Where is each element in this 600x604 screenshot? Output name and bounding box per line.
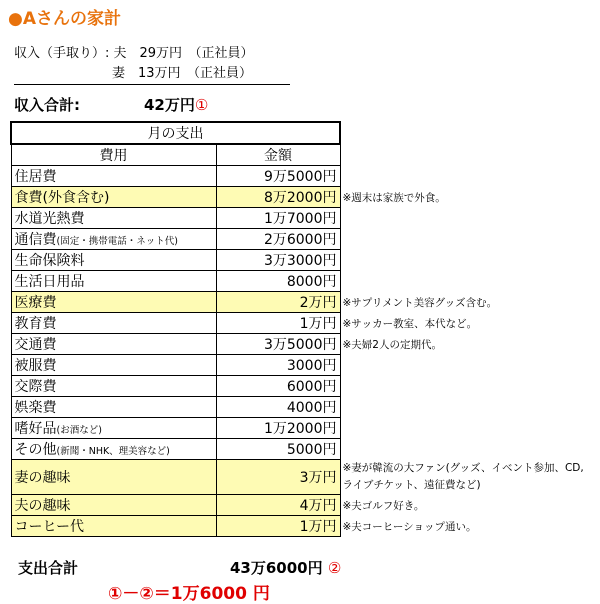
expense-note <box>340 229 590 250</box>
income-line-wife: 妻 13万円 （正社員） <box>14 64 290 85</box>
expense-note: ※サプリメント美容グッズ含む。 <box>342 296 498 309</box>
expense-item: 食費(外食含む) <box>11 187 216 208</box>
income-total-value: 42万円 <box>144 96 195 114</box>
page-title: ●Aさんの家計 <box>8 9 121 29</box>
expense-amount: 5000円 <box>216 439 340 460</box>
income-section <box>14 44 290 85</box>
expense-note <box>340 418 590 439</box>
expense-item: 医療費 <box>11 292 216 313</box>
expense-total-value: 43万6000円 <box>230 559 323 577</box>
income-total-mark: ① <box>194 96 209 114</box>
expense-amount: 3000円 <box>216 355 340 376</box>
table-row <box>11 334 590 355</box>
expense-note <box>340 250 590 271</box>
expense-note <box>340 439 590 460</box>
table-row <box>11 229 590 250</box>
table-row <box>11 516 590 537</box>
expense-amount: 1万7000円 <box>216 208 340 229</box>
expense-amount: 2万円 <box>216 292 340 313</box>
expense-item: 生活日用品 <box>11 271 216 292</box>
table-row <box>11 397 590 418</box>
table-row <box>11 460 590 495</box>
expense-amount: 4000円 <box>216 397 340 418</box>
expense-amount: 6000円 <box>216 376 340 397</box>
table-row <box>11 166 590 187</box>
expense-amount: 3万3000円 <box>216 250 340 271</box>
expense-amount: 8万2000円 <box>216 187 340 208</box>
table-row <box>11 271 590 292</box>
table-row <box>11 187 590 208</box>
expense-item: 被服費 <box>11 355 216 376</box>
expense-table <box>10 121 591 537</box>
expense-note <box>340 355 590 376</box>
expense-amount: 8000円 <box>216 271 340 292</box>
expense-total-label: 支出合計 <box>18 559 79 577</box>
expense-item: 水道光熱費 <box>11 208 216 229</box>
table-row <box>11 355 590 376</box>
expense-amount: 1万円 <box>216 516 340 537</box>
expense-amount: 3万5000円 <box>216 334 340 355</box>
expense-note <box>340 271 590 292</box>
expense-item: 生命保険料 <box>11 250 216 271</box>
expense-note <box>340 397 590 418</box>
table-row <box>11 495 590 516</box>
expense-item: 夫の趣味 <box>11 495 216 516</box>
expense-item: 娯楽費 <box>11 397 216 418</box>
income-line-husband: 収入（手取り）: 夫 29万円 （正社員） <box>14 46 254 61</box>
expense-note <box>340 208 590 229</box>
expense-amount: 4万円 <box>216 495 340 516</box>
expense-amount: 3万円 <box>216 460 340 495</box>
expense-note: ※夫ゴルフ好き。 <box>342 499 425 512</box>
table-row <box>11 376 590 397</box>
expense-item: コーヒー代 <box>11 516 216 537</box>
expense-note: ※妻が韓流の大ファン(グッズ、イベント参加、CD,ライブチケット、遠征費など) <box>342 462 584 491</box>
expense-note <box>340 166 590 187</box>
income-total <box>14 94 209 115</box>
income-total-label: 収入合計: <box>14 96 80 114</box>
table-row <box>11 439 590 460</box>
expense-item: その他(新聞・NHK、理美容など) <box>11 439 216 460</box>
expense-amount: 1万円 <box>216 313 340 334</box>
expense-note: ※夫コーヒーショップ通い。 <box>342 520 477 533</box>
expense-amount: 9万5000円 <box>216 166 340 187</box>
expense-amount: 2万6000円 <box>216 229 340 250</box>
table-row <box>11 418 590 439</box>
expense-total-mark: ② <box>327 559 342 577</box>
column-header-item: 費用 <box>11 144 216 166</box>
column-header-amount: 金額 <box>216 144 340 166</box>
table-row <box>11 313 590 334</box>
expense-item: 交際費 <box>11 376 216 397</box>
table-row <box>11 250 590 271</box>
expense-item: 住居費 <box>11 166 216 187</box>
table-row <box>11 292 590 313</box>
expense-item: 嗜好品(お酒など) <box>11 418 216 439</box>
balance-result: ①－②＝1万6000 円 <box>108 584 270 604</box>
expense-item: 妻の趣味 <box>11 460 216 495</box>
expense-amount: 1万2000円 <box>216 418 340 439</box>
expense-item: 教育費 <box>11 313 216 334</box>
expense-note <box>340 376 590 397</box>
expense-total <box>18 557 342 578</box>
expense-item: 交通費 <box>11 334 216 355</box>
expense-note: ※サッカー教室、本代など。 <box>342 317 478 330</box>
expense-table-title: 月の支出 <box>11 122 340 144</box>
expense-note: ※週末は家族で外食。 <box>342 191 446 204</box>
table-row <box>11 208 590 229</box>
expense-item: 通信費(固定・携帯電話・ネット代) <box>11 229 216 250</box>
expense-note: ※夫婦2人の定期代。 <box>342 338 442 351</box>
